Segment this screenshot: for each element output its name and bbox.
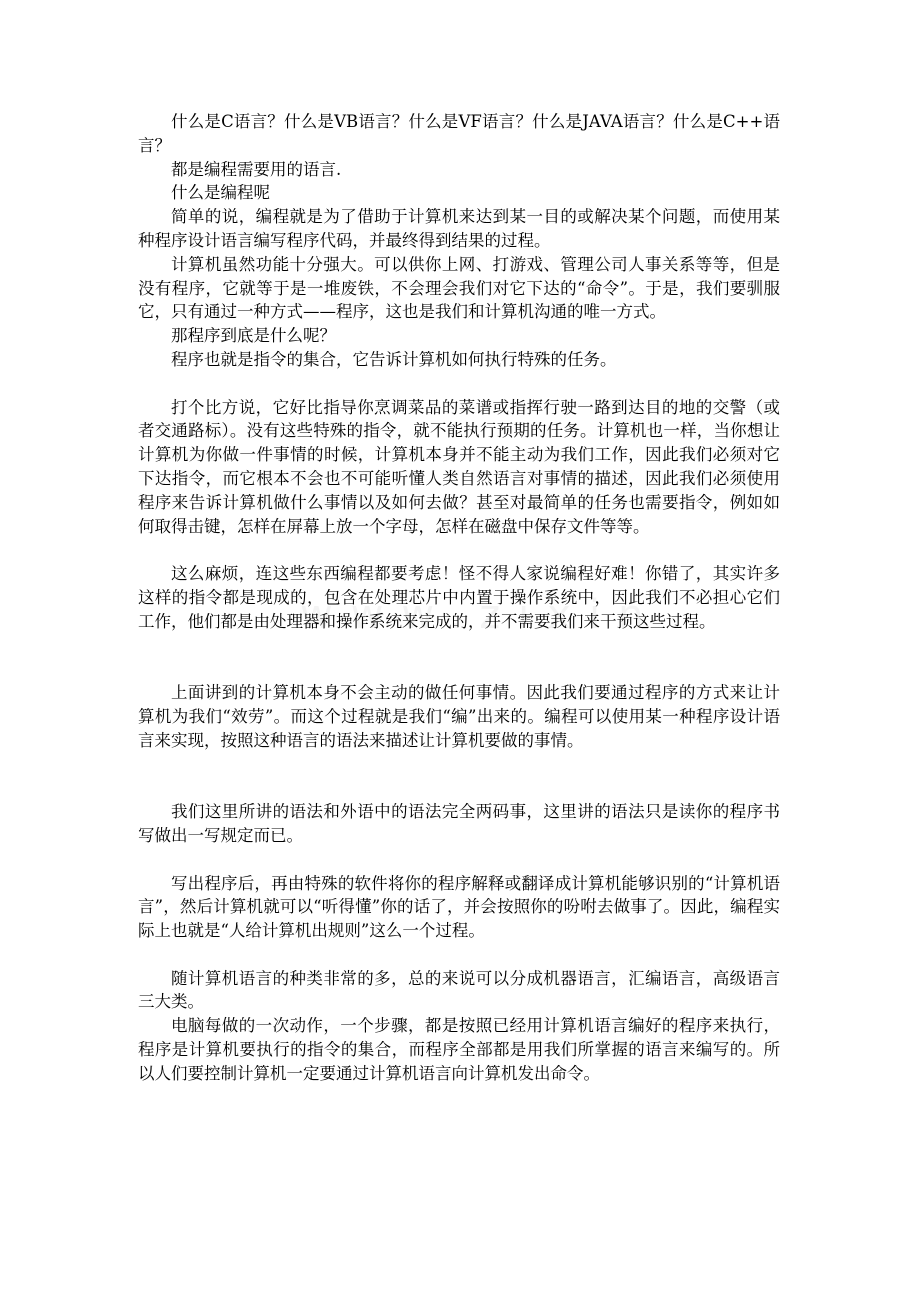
paragraph-syntax: 我们这里所讲的语法和外语中的语法完全两码事，这里讲的语法只是读你的程序书写做出一写规定而已。 bbox=[138, 802, 780, 845]
paragraph-how-programming-works: 上面讲到的计算机本身不会主动的做任何事情。因此我们要通过程序的方式来让计算机为我们“效劳”。而这个过程就是我们“编”出来的。编程可以使用某一种程序设计语言来实现，按照这种语言的语法来描述让计算机要做的事情。 bbox=[138, 683, 780, 750]
document-page bbox=[138, 110, 780, 1086]
paragraph-computer-actions: 电脑每做的一次动作，一个步骤，都是按照已经用计算机语言编好的程序来执行，程序是计算机要执行的指令的集合，而程序全部都是用我们所掌握的语言来编写的。所以人们要控制计算机一定要通过计算机语言向计算机发出命令。 bbox=[138, 1016, 780, 1083]
paragraph-instruction-set: 程序也就是指令的集合，它告诉计算机如何执行特殊的任务。 bbox=[171, 349, 617, 369]
paragraph-language-types: 随计算机语言的种类非常的多，总的来说可以分成机器语言，汇编语言，高级语言三大类。 bbox=[138, 968, 780, 1012]
paragraph-definition: 简单的说，编程就是为了借助于计算机来达到某一目的或解决某个问题，而使用某种程序设计语言编写程序代码，并最终得到结果的过程。 bbox=[138, 207, 780, 250]
paragraph-computer-power: 计算机虽然功能十分强大。可以供你上网、打游戏、管理公司人事关系等等，但是没有程序，它就等于是一堆废铁，不会理会我们对它下达的“命令”。于是，我们要驯服它，只有通过一种方式——程序，这也是我们和计算机沟通的唯一方式。 bbox=[138, 254, 780, 322]
paragraph-what-is-c: 什么是C语言？什么是VB语言？什么是VF语言？什么是JAVA语言？什么是C++语言？ bbox=[138, 112, 780, 155]
paragraph-programming-languages: 都是编程需要用的语言. bbox=[171, 159, 342, 179]
paragraph-translation: 写出程序后，再由特殊的软件将你的程序解释或翻译成计算机能够识别的“计算机语言”，然后计算机就可以“听得懂”你的话了，并会按照你的吩咐去做事了。因此，编程实际上也就是“人给计算机出规则”这么一个过程。 bbox=[138, 873, 780, 941]
paragraph-analogy: 打个比方说，它好比指导你烹调菜品的菜谱或指挥行驶一路到达目的地的交警（或者交通路标）。没有这些特殊的指令，就不能执行预期的任务。计算机也一样，当你想让计算机为你做一件事情的时候，计算机本身并不能主动为我们工作，因此我们必须对它下达指令，而它根本不会也不可能听懂人类自然语言对事情的描述，因此我们必须使用程序来告诉计算机做什么事情以及如何去做？甚至对最简单的任务也需要指令，例如如何取得击键，怎样在屏幕上放一个字母，怎样在磁盘中保存文件等等。 bbox=[138, 397, 780, 536]
paragraph-what-is-program: 那程序到底是什么呢？ bbox=[171, 326, 336, 346]
paragraph-built-in-instructions: 这么麻烦，连这些东西编程都要考虑！怪不得人家说编程好难！你错了，其实许多这样的指令都是现成的，包含在处理芯片中内置于操作系统中，因此我们不必担心它们工作，他们都是由处理器和操作系统来完成的，并不需要我们来干预这些过程。 bbox=[138, 564, 780, 631]
paragraph-what-is-programming: 什么是编程呢 bbox=[171, 183, 270, 203]
